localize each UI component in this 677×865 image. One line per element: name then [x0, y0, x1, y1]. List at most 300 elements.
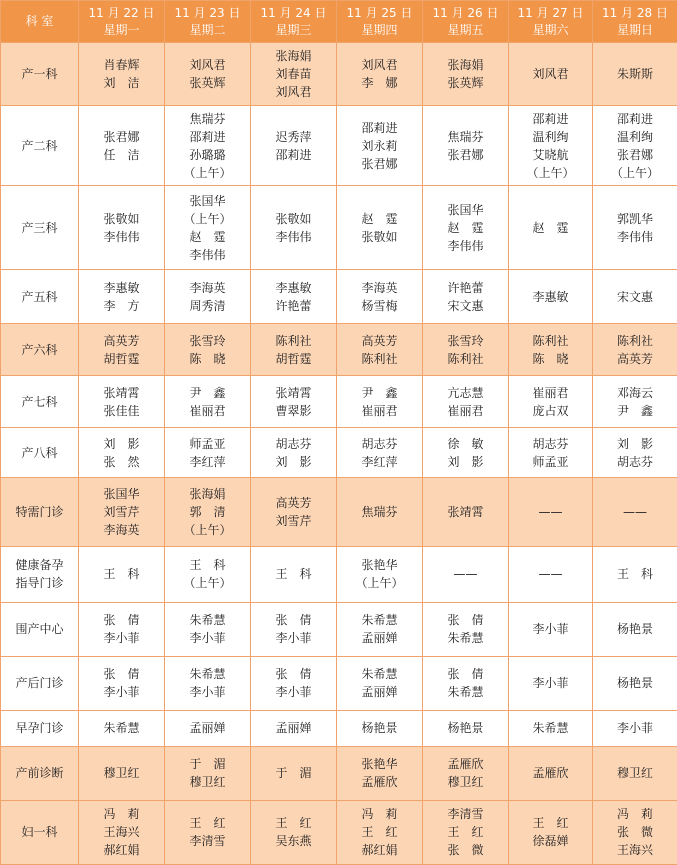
- dept-name-line: 产三科: [21, 220, 58, 235]
- doctor-name: 张 倩: [447, 613, 484, 628]
- day-date: 11 月 28 日: [602, 5, 668, 20]
- doctor-name: 张艳华: [361, 757, 398, 772]
- doctor-name: 张君娜: [447, 147, 484, 162]
- schedule-cell: [79, 546, 165, 602]
- doctor-name: 张敬如: [275, 211, 312, 226]
- schedule-row: [1, 43, 677, 106]
- doctor-name: 邓海云: [616, 385, 653, 400]
- doctor-name: （上午）: [183, 165, 232, 180]
- doctor-name: （上午）: [183, 523, 232, 538]
- doctor-name: 王 红: [275, 816, 312, 831]
- schedule-cell: [593, 376, 677, 428]
- schedule-cell: [165, 746, 251, 800]
- doctor-name: 张国华: [103, 487, 140, 502]
- day-header: [165, 1, 251, 43]
- schedule-cell: [337, 428, 423, 478]
- doctor-name: 李清雪: [447, 807, 484, 822]
- dept-name: [1, 428, 79, 478]
- doctor-name: 孟丽婵: [361, 631, 398, 646]
- doctor-name: 朱希慧: [361, 613, 398, 628]
- doctor-name: 刘 影: [616, 436, 653, 451]
- schedule-cell: [509, 270, 593, 324]
- doctor-name: 郭凯华: [616, 211, 653, 226]
- schedule-cell: [423, 478, 509, 546]
- doctor-name: 孟丽婵: [189, 721, 226, 736]
- doctor-name: （上午）: [183, 576, 232, 591]
- doctor-name: 邵莉进: [189, 129, 226, 144]
- dept-name: [1, 43, 79, 106]
- doctor-name: 刘雪芹: [103, 505, 140, 520]
- doctor-name: 张 倩: [103, 613, 140, 628]
- doctor-name: 刘 洁: [103, 76, 140, 91]
- schedule-cell: [593, 324, 677, 376]
- doctor-name: 郝红娟: [361, 843, 398, 858]
- doctor-name: 冯 莉: [361, 807, 398, 822]
- schedule-cell: [593, 710, 677, 746]
- schedule-cell: [79, 324, 165, 376]
- doctor-name: 任 洁: [103, 147, 140, 162]
- doctor-name: 杨艳景: [447, 721, 484, 736]
- doctor-name: 李小菲: [189, 631, 226, 646]
- doctor-name: 胡志芬: [275, 436, 312, 451]
- doctor-name: 焦瑞芬: [189, 111, 226, 126]
- day-header: [337, 1, 423, 43]
- schedule-cell: [165, 710, 251, 746]
- dept-name: [1, 656, 79, 710]
- doctor-name: 于 湄: [275, 766, 312, 781]
- schedule-cell: [509, 478, 593, 546]
- doctor-name: ——: [538, 505, 563, 520]
- doctor-name: 李小菲: [103, 685, 140, 700]
- doctor-name: 曹翠影: [275, 403, 312, 418]
- schedule-cell: [423, 546, 509, 602]
- schedule-cell: [251, 656, 337, 710]
- dept-name-line: 健康备孕: [15, 558, 64, 573]
- doctor-name: 邵莉进: [275, 147, 312, 162]
- schedule-cell: [251, 478, 337, 546]
- schedule-cell: [423, 746, 509, 800]
- schedule-cell: [509, 746, 593, 800]
- doctor-name: 李惠敏: [532, 289, 569, 304]
- doctor-name: 孟雁欣: [361, 775, 398, 790]
- doctor-name: 朱希慧: [189, 667, 226, 682]
- doctor-name: 庞占双: [532, 403, 569, 418]
- schedule-cell: [509, 186, 593, 270]
- doctor-name: 刘风君: [275, 85, 312, 100]
- doctor-name: （上午）: [610, 165, 659, 180]
- doctor-name: 刘 影: [275, 454, 312, 469]
- dept-header: 科 室: [1, 1, 79, 43]
- header-row: [1, 1, 677, 43]
- schedule-cell: [251, 270, 337, 324]
- doctor-name: 高英芳: [103, 333, 140, 348]
- schedule-cell: [593, 270, 677, 324]
- doctor-name: 张敬如: [361, 229, 398, 244]
- doctor-name: 李海英: [103, 523, 140, 538]
- schedule-cell: [165, 656, 251, 710]
- doctor-name: 张艳华: [361, 558, 398, 573]
- doctor-name: 刘 影: [103, 436, 140, 451]
- dept-name-line: 产二科: [21, 138, 58, 153]
- doctor-name: 李伟伟: [616, 229, 653, 244]
- doctor-name: 朱斯斯: [616, 67, 653, 82]
- doctor-name: 陈 晓: [532, 351, 569, 366]
- doctor-name: 王 红: [189, 816, 226, 831]
- doctor-name: 孟雁欣: [447, 757, 484, 772]
- schedule-cell: [423, 43, 509, 106]
- schedule-cell: [251, 746, 337, 800]
- doctor-name: 孟丽婵: [275, 721, 312, 736]
- doctor-name: 李伟伟: [447, 238, 484, 253]
- day-weekday: 星期日: [616, 22, 653, 37]
- doctor-name: ——: [623, 505, 647, 520]
- schedule-cell: [337, 546, 423, 602]
- doctor-name: 尹 鑫: [189, 385, 226, 400]
- doctor-name: 胡志芬: [361, 436, 398, 451]
- schedule-row: [1, 376, 677, 428]
- schedule-cell: [165, 428, 251, 478]
- doctor-name: 张国华: [447, 202, 484, 217]
- schedule-cell: [509, 43, 593, 106]
- doctor-name: 迟秀萍: [275, 129, 312, 144]
- schedule-cell: [79, 270, 165, 324]
- dept-name: [1, 186, 79, 270]
- dept-name-line: 早孕门诊: [15, 721, 64, 736]
- doctor-name: 崔丽君: [189, 403, 226, 418]
- doctor-name: 邵莉进: [532, 111, 569, 126]
- schedule-cell: [79, 602, 165, 656]
- schedule-cell: [251, 106, 337, 186]
- doctor-name: 张 倩: [447, 667, 484, 682]
- doctor-name: 孟丽婵: [361, 685, 398, 700]
- schedule-cell: [337, 710, 423, 746]
- schedule-cell: [509, 428, 593, 478]
- schedule-cell: [251, 376, 337, 428]
- dept-name-line: 围产中心: [15, 622, 64, 637]
- day-date: 11 月 22 日: [88, 5, 155, 20]
- schedule-cell: [593, 602, 677, 656]
- schedule-row: [1, 602, 677, 656]
- doctor-name: 郭 清: [189, 505, 226, 520]
- day-date: 11 月 26 日: [432, 5, 499, 20]
- schedule-cell: [251, 710, 337, 746]
- schedule-cell: [337, 186, 423, 270]
- dept-name-line: 指导门诊: [15, 576, 64, 591]
- doctor-name: 李小菲: [616, 721, 653, 736]
- doctor-name: 邵莉进: [361, 120, 398, 135]
- doctor-name: 冯 莉: [103, 807, 140, 822]
- doctor-name: 李清雪: [189, 834, 226, 849]
- schedule-cell: [337, 746, 423, 800]
- schedule-cell: [337, 270, 423, 324]
- day-weekday: 星期四: [361, 22, 398, 37]
- schedule-cell: [251, 602, 337, 656]
- doctor-name: 王 红: [447, 825, 484, 840]
- doctor-name: 于 湄: [189, 757, 226, 772]
- doctor-name: 焦瑞芬: [361, 505, 398, 520]
- schedule-cell: [509, 710, 593, 746]
- schedule-cell: [337, 656, 423, 710]
- doctor-name: 杨艳景: [616, 622, 653, 637]
- day-weekday: 星期二: [189, 22, 226, 37]
- doctor-name: 杨雪梅: [361, 298, 398, 313]
- doctor-name: 王海兴: [103, 825, 140, 840]
- schedule-cell: [423, 428, 509, 478]
- doctor-name: 高英芳: [361, 333, 398, 348]
- day-weekday: 星期五: [447, 22, 484, 37]
- schedule-cell: [337, 376, 423, 428]
- doctor-name: 杨艳景: [361, 721, 398, 736]
- schedule-cell: [593, 546, 677, 602]
- doctor-name: 陈利社: [532, 333, 569, 348]
- schedule-cell: [509, 656, 593, 710]
- doctor-name: 张海娟: [275, 49, 312, 64]
- schedule-cell: [165, 800, 251, 864]
- day-date: 11 月 23 日: [174, 5, 241, 20]
- schedule-cell: [509, 800, 593, 864]
- dept-name: [1, 710, 79, 746]
- doctor-name: 胡志芬: [532, 436, 569, 451]
- doctor-name: 胡志芬: [616, 454, 653, 469]
- schedule-cell: [251, 186, 337, 270]
- schedule-cell: [423, 376, 509, 428]
- schedule-cell: [251, 800, 337, 864]
- schedule-row: [1, 746, 677, 800]
- doctor-name: 徐磊婵: [532, 834, 569, 849]
- dept-name-line: 产八科: [21, 445, 58, 460]
- schedule-cell: [79, 428, 165, 478]
- doctor-name: 李 娜: [361, 76, 398, 91]
- doctor-name: 李红萍: [189, 454, 226, 469]
- dept-name-line: 产后门诊: [15, 676, 64, 691]
- doctor-name: 王海兴: [616, 843, 653, 858]
- doctor-name: 崔丽君: [532, 385, 569, 400]
- doctor-name: 肖春辉: [103, 58, 140, 73]
- doctor-name: 张敬如: [103, 211, 140, 226]
- schedule-cell: [165, 106, 251, 186]
- schedule-cell: [79, 478, 165, 546]
- doctor-name: 许艳蕾: [447, 280, 484, 295]
- dept-name: [1, 106, 79, 186]
- day-header: [509, 1, 593, 43]
- doctor-name: 李小菲: [103, 631, 140, 646]
- dept-name: [1, 270, 79, 324]
- schedule-row: [1, 324, 677, 376]
- doctor-name: （上午）: [526, 165, 575, 180]
- doctor-name: 穆卫红: [103, 766, 140, 781]
- schedule-cell: [509, 376, 593, 428]
- doctor-name: 高英芳: [616, 351, 653, 366]
- doctor-name: 温利绚: [532, 129, 569, 144]
- schedule-row: [1, 186, 677, 270]
- doctor-name: 张 然: [103, 454, 140, 469]
- doctor-name: 李小菲: [189, 685, 226, 700]
- schedule-cell: [423, 270, 509, 324]
- schedule-cell: [423, 324, 509, 376]
- schedule-cell: [593, 186, 677, 270]
- doctor-name: 师孟亚: [189, 436, 226, 451]
- doctor-name: 王 科: [616, 567, 653, 582]
- day-weekday: 星期一: [103, 22, 140, 37]
- doctor-name: 张靖霄: [447, 505, 484, 520]
- schedule-cell: [251, 324, 337, 376]
- doctor-name: 张英辉: [189, 76, 226, 91]
- doctor-name: 杨艳景: [616, 676, 653, 691]
- doctor-name: 孟雁欣: [532, 766, 569, 781]
- doctor-name: 徐 敏: [447, 436, 484, 451]
- day-header: [251, 1, 337, 43]
- schedule-cell: [337, 43, 423, 106]
- schedule-cell: [79, 710, 165, 746]
- schedule-cell: [79, 800, 165, 864]
- doctor-name: 赵 霆: [361, 211, 398, 226]
- doctor-name: 陈利社: [275, 333, 312, 348]
- doctor-name: 刘雪芹: [275, 514, 312, 529]
- dept-name: [1, 800, 79, 864]
- doctor-name: 朱希慧: [361, 667, 398, 682]
- doctor-name: 师孟亚: [532, 454, 569, 469]
- doctor-name: 张 倩: [275, 613, 312, 628]
- schedule-cell: [337, 602, 423, 656]
- dept-name: [1, 546, 79, 602]
- doctor-name: 王 科: [103, 567, 140, 582]
- schedule-cell: [251, 43, 337, 106]
- doctor-name: 穆卫红: [447, 775, 484, 790]
- doctor-name: 王 科: [189, 558, 226, 573]
- doctor-name: 温利绚: [616, 129, 653, 144]
- schedule-cell: [337, 800, 423, 864]
- doctor-name: 张君娜: [103, 129, 140, 144]
- schedule-cell: [423, 710, 509, 746]
- doctor-name: 孙璐璐: [189, 147, 226, 162]
- dept-name: [1, 746, 79, 800]
- schedule-cell: [79, 746, 165, 800]
- doctor-name: 许艳蕾: [275, 298, 312, 313]
- dept-name: [1, 376, 79, 428]
- schedule-cell: [509, 106, 593, 186]
- schedule-cell: [165, 602, 251, 656]
- schedule-cell: [509, 602, 593, 656]
- doctor-name: 吴东燕: [275, 834, 312, 849]
- doctor-name: 李小菲: [532, 622, 569, 637]
- doctor-name: 郝红娟: [103, 843, 140, 858]
- doctor-name: 周秀清: [189, 298, 226, 313]
- dept-name-line: 产一科: [21, 67, 58, 82]
- dept-name: [1, 602, 79, 656]
- schedule-cell: [165, 43, 251, 106]
- schedule-cell: [509, 324, 593, 376]
- doctor-name: 王 红: [361, 825, 398, 840]
- doctor-name: 张国华: [189, 193, 226, 208]
- doctor-name: 宋文惠: [616, 289, 653, 304]
- day-header: [79, 1, 165, 43]
- doctor-name: 陈 晓: [189, 351, 226, 366]
- doctor-name: 张佳佳: [103, 403, 140, 418]
- dept-name-line: 产五科: [21, 289, 58, 304]
- schedule-row: [1, 656, 677, 710]
- doctor-name: 亢志慧: [447, 385, 484, 400]
- doctor-name: 穆卫红: [189, 775, 226, 790]
- schedule-cell: [165, 376, 251, 428]
- doctor-name: 高英芳: [275, 496, 312, 511]
- doctor-name: 焦瑞芬: [447, 129, 484, 144]
- schedule-cell: [251, 546, 337, 602]
- schedule-cell: [165, 546, 251, 602]
- schedule-row: [1, 106, 677, 186]
- doctor-name: 李小菲: [532, 676, 569, 691]
- doctor-name: 崔丽君: [361, 403, 398, 418]
- day-date: 11 月 25 日: [346, 5, 413, 20]
- schedule-cell: [593, 800, 677, 864]
- schedule-cell: [79, 186, 165, 270]
- doctor-name: 张海娟: [189, 487, 226, 502]
- schedule-cell: [423, 106, 509, 186]
- schedule-cell: [79, 376, 165, 428]
- dept-name-line: 产六科: [21, 342, 58, 357]
- schedule-cell: [165, 186, 251, 270]
- doctor-name: 张君娜: [361, 156, 398, 171]
- schedule-cell: [423, 656, 509, 710]
- day-weekday: 星期三: [275, 22, 312, 37]
- dept-name-line: 妇一科: [21, 825, 58, 840]
- doctor-name: ——: [538, 567, 563, 582]
- schedule-cell: [251, 428, 337, 478]
- dept-name: [1, 478, 79, 546]
- schedule-row: [1, 710, 677, 746]
- schedule-cell: [337, 106, 423, 186]
- doctor-name: 赵 霆: [532, 220, 569, 235]
- schedule-cell: [165, 270, 251, 324]
- doctor-name: 艾晓航: [532, 147, 569, 162]
- doctor-name: 张靖霄: [275, 385, 312, 400]
- doctor-name: 张 倩: [275, 667, 312, 682]
- doctor-name: 李惠敏: [103, 280, 140, 295]
- schedule-cell: [165, 478, 251, 546]
- doctor-name: 李红萍: [361, 454, 398, 469]
- schedule-cell: [593, 478, 677, 546]
- doctor-name: ——: [453, 567, 478, 582]
- doctor-name: 李小菲: [275, 631, 312, 646]
- doctor-name: 张 倩: [103, 667, 140, 682]
- doctor-name: 朱希慧: [447, 685, 484, 700]
- doctor-name: 张 微: [447, 843, 484, 858]
- schedule-cell: [593, 746, 677, 800]
- doctor-name: 胡哲霆: [275, 351, 312, 366]
- doctor-name: 尹 鑫: [361, 385, 398, 400]
- schedule-cell: [337, 324, 423, 376]
- doctor-name: 张雪玲: [189, 333, 226, 348]
- doctor-name: （上午）: [355, 576, 404, 591]
- doctor-name: 张靖霄: [103, 385, 140, 400]
- doctor-name: 李伟伟: [275, 229, 312, 244]
- doctor-name: 陈利社: [616, 333, 653, 348]
- schedule-cell: [337, 478, 423, 546]
- doctor-name: 张雪玲: [447, 333, 484, 348]
- doctor-name: 宋文惠: [447, 298, 484, 313]
- schedule-cell: [423, 186, 509, 270]
- schedule-cell: [593, 656, 677, 710]
- doctor-name: 李 方: [103, 298, 140, 313]
- schedule-cell: [509, 546, 593, 602]
- doctor-name: 刘风君: [532, 67, 569, 82]
- schedule-cell: [593, 43, 677, 106]
- doctor-name: 刘风君: [189, 58, 226, 73]
- schedule-cell: [79, 43, 165, 106]
- dept-name-line: 产前诊断: [15, 766, 64, 781]
- doctor-name: 朱希慧: [103, 721, 140, 736]
- doctor-name: 邵莉进: [616, 111, 653, 126]
- doctor-name: 王 科: [275, 567, 312, 582]
